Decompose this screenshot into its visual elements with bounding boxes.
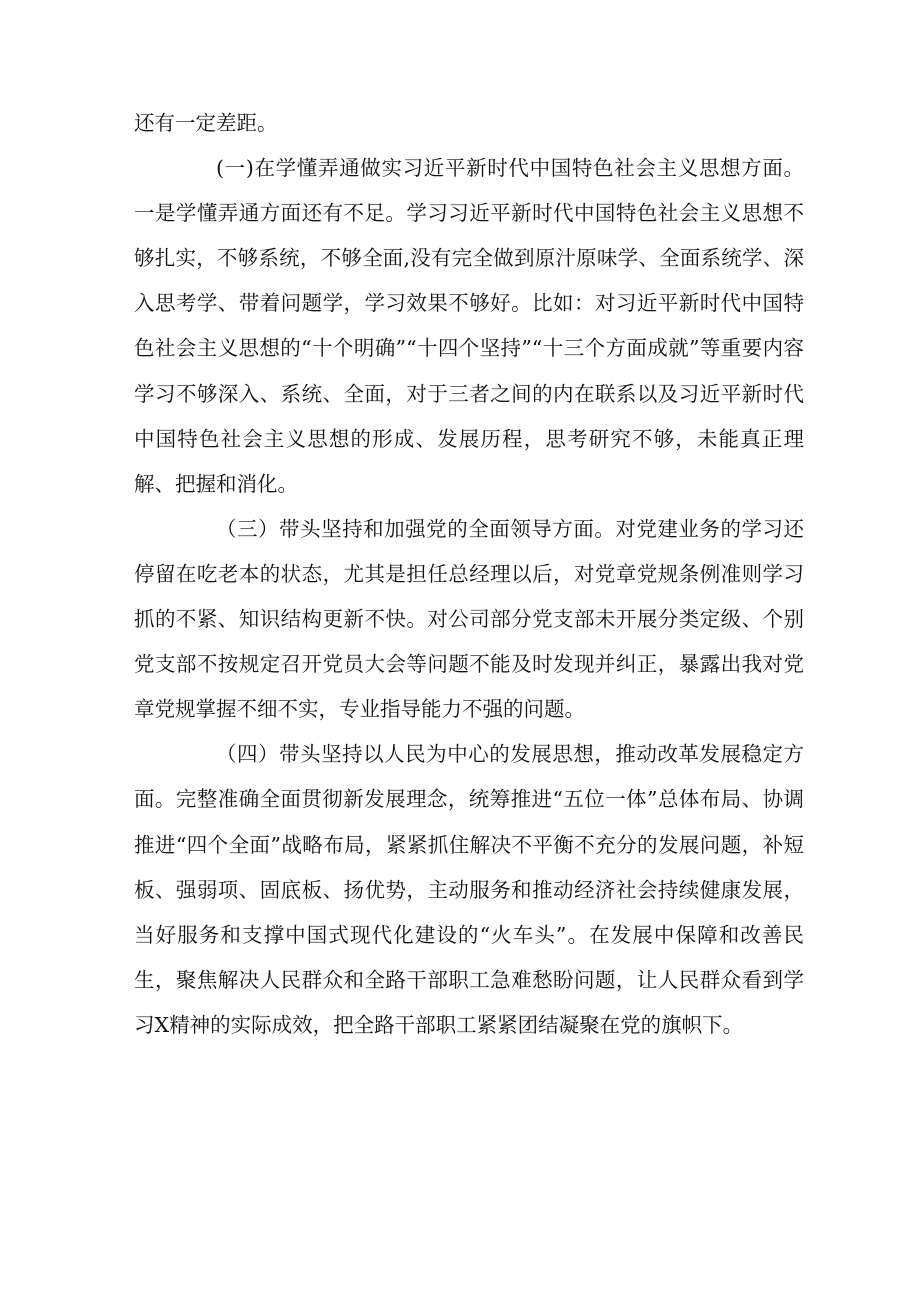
paragraph-4: （四）带头坚持以人民为中心的发展思想，推动改革发展稳定方面。完整准确全面贯彻新发展理念，统筹推进“五位一体”总体布局、协调推进“四个全面”战略布局，紧紧抓住解决不平衡不充分的发展问题，补短板、强弱项、固底板、扬优势，主动服务和推动经济社会持续健康发展，当好服务和支撑中国式现代化建设的“火车头”。在发展中保障和改善民生，聚焦解决人民群众和全路干部职工急难愁盼问题，让人民群众看到学习X精神的实际成效，把全路干部职工紧紧团结凝聚在党的旗帜下。 [134,742,804,1037]
document-body [134,101,804,1048]
paragraph-3: （三）带头坚持和加强党的全面领导方面。对党建业务的学习还停留在吃老本的状态，尤其是担任总经理以后，对党章党规条例准则学习抓的不紧、知识结构更新不快。对公司部分党支部未开展分类定级、个别党支部不按规定召开党员大会等问题不能及时发现并纠正，暴露出我对党章党规掌握不细不实，专业指导能力不强的问题。 [134,516,804,722]
paragraph-2: (一)在学懂弄通做实习近平新时代中国特色社会主义思想方面。一是学懂弄通方面还有不足。学习习近平新时代中国特色社会主义思想不够扎实，不够系统，不够全面,没有完全做到原汁原味学、全面系统学、深入思考学、带着问题学，学习效果不够好。比如：对习近平新时代中国特色社会主义思想的“十个明确”“十四个坚持”“十三个方面成就”等重要内容学习不够深入、系统、全面，对于三者之间的内在联系以及习近平新时代中国特色社会主义思想的形成、发展历程，思考研究不够，未能真正理解、把握和消化。 [134,156,804,496]
paragraph-1: 还有一定差距。 [134,111,278,135]
